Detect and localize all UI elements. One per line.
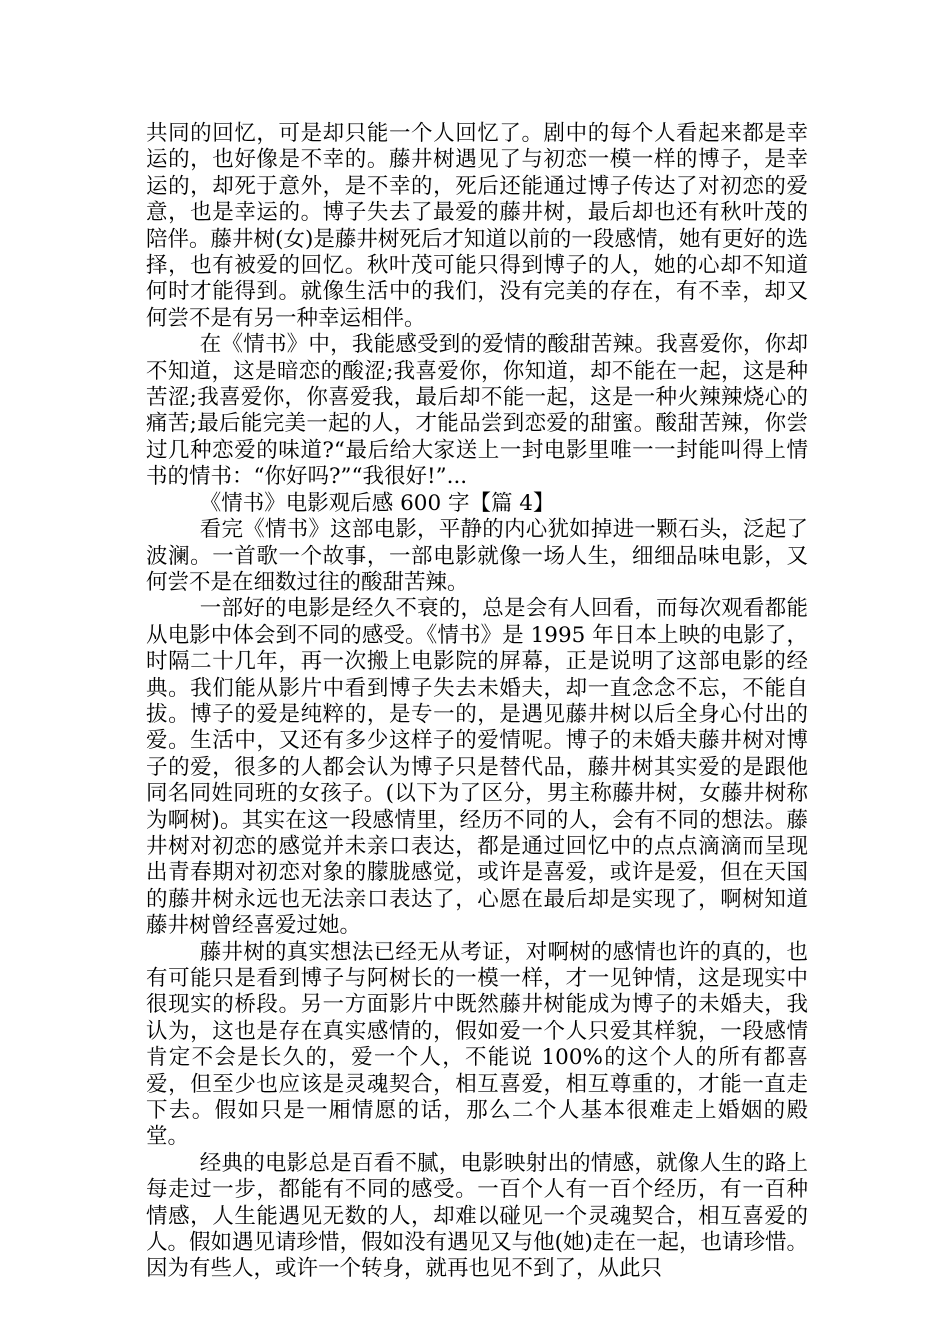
paragraph-6: 经典的电影总是百看不腻，电影映射出的情感，就像人生的路上每走过一步，都能有不同的感受。一百个人有一百个经历，有一百种情感，人生能遇见无数的人，却难以碰见一个灵魂契合，相互喜爱的人。假如遇见请珍惜，假如没有遇见又与他(她)走在一起，也请珍惜。因为有些人，或许一个转身，就再也见不到了，从此只 xyxy=(146,1150,808,1282)
paragraph-2: 在《情书》中，我能感受到的爱情的酸甜苦辣。我喜爱你，你却不知道，这是暗恋的酸涩;我喜爱你，你知道，却不能在一起，这是种苦涩;我喜爱你，你喜爱我，最后却不能一起，这是一种火辣辣烧心的痛苦;最后能完美一起的人，才能品尝到恋爱的甜蜜。酸甜苦辣，你尝过几种恋爱的味道?“最后给大家送上一封电影里唯一一封能叫得上情书的情书：“你好吗?”“我很好!”... xyxy=(146,332,808,490)
paragraph-3: 看完《情书》这部电影，平静的内心犹如掉进一颗石头，泛起了波澜。一首歌一个故事，一部电影就像一场人生，细细品味电影，又何尝不是在细数过往的酸甜苦辣。 xyxy=(146,517,808,595)
section-heading: 《情书》电影观后感 600 字【篇 4】 xyxy=(199,490,555,516)
paragraph-5: 藤井树的真实想法已经无从考证，对啊树的感情也许的真的，也有可能只是看到博子与阿树长的一模一样，才一见钟情，这是现实中很现实的桥段。另一方面影片中既然藤井树能成为博子的未婚夫，我认为，这也是存在真实感情的，假如爱一个人只爱其样貌，一段感情肯定不会是长久的，爱一个人，不能说 100%的这个人的所有都喜爱，但至少也应该是灵魂契合，相互喜爱，相互尊重的，才能一直走下去。假如只是一厢情愿的话，那么二个人基本很难走上婚姻的殿堂。 xyxy=(146,939,808,1150)
paragraph-1: 共同的回忆，可是却只能一个人回忆了。剧中的每个人看起来都是幸运的，也好像是不幸的。藤井树遇见了与初恋一模一样的博子，是幸运的，却死于意外，是不幸的，死后还能通过博子传达了对初恋的爱意，也是幸运的。博子失去了最爱的藤井树，最后却也还有秋叶茂的陪伴。藤井树(女)是藤井树死后才知道以前的一段感情，她有更好的选择，也有被爱的回忆。秋叶茂可能只得到博子的人，她的心却不知道何时才能得到。就像生活中的我们，没有完美的存在，有不幸，却又何尝不是有另一种幸运相伴。 xyxy=(146,121,808,331)
paragraph-4: 一部好的电影是经久不衰的，总是会有人回看，而每次观看都能从电影中体会到不同的感受。《情书》是 1995 年日本上映的电影了，时隔二十几年，再一次搬上电影院的屏幕，正是说明了这部电影的经典。我们能从影片中看到博子失去未婚夫，却一直念念不忘，不能自拔。博子的爱是纯粹的，是专一的，是遇见藤井树以后全身心付出的爱。生活中，又还有多少这样子的爱情呢。博子的未婚夫藤井树对博子的爱，很多的人都会认为博子只是替代品，藤井树其实爱的是跟他同名同姓同班的女孩子。(以下为了区分，男主称藤井树，女藤井树称为啊树)。其实在这一段感情里，经历不同的人，会有不同的想法。藤井树对初恋的感觉并未亲口表达，都是通过回忆中的点点滴滴而呈现出青春期对初恋对象的朦胧感觉，或许是喜爱，或许是爱，但在天国的藤井树永远也无法亲口表达了，心愿在最后却是实现了，啊树知道藤井树曾经喜爱过她。 xyxy=(146,596,808,939)
document-body xyxy=(146,121,808,1283)
